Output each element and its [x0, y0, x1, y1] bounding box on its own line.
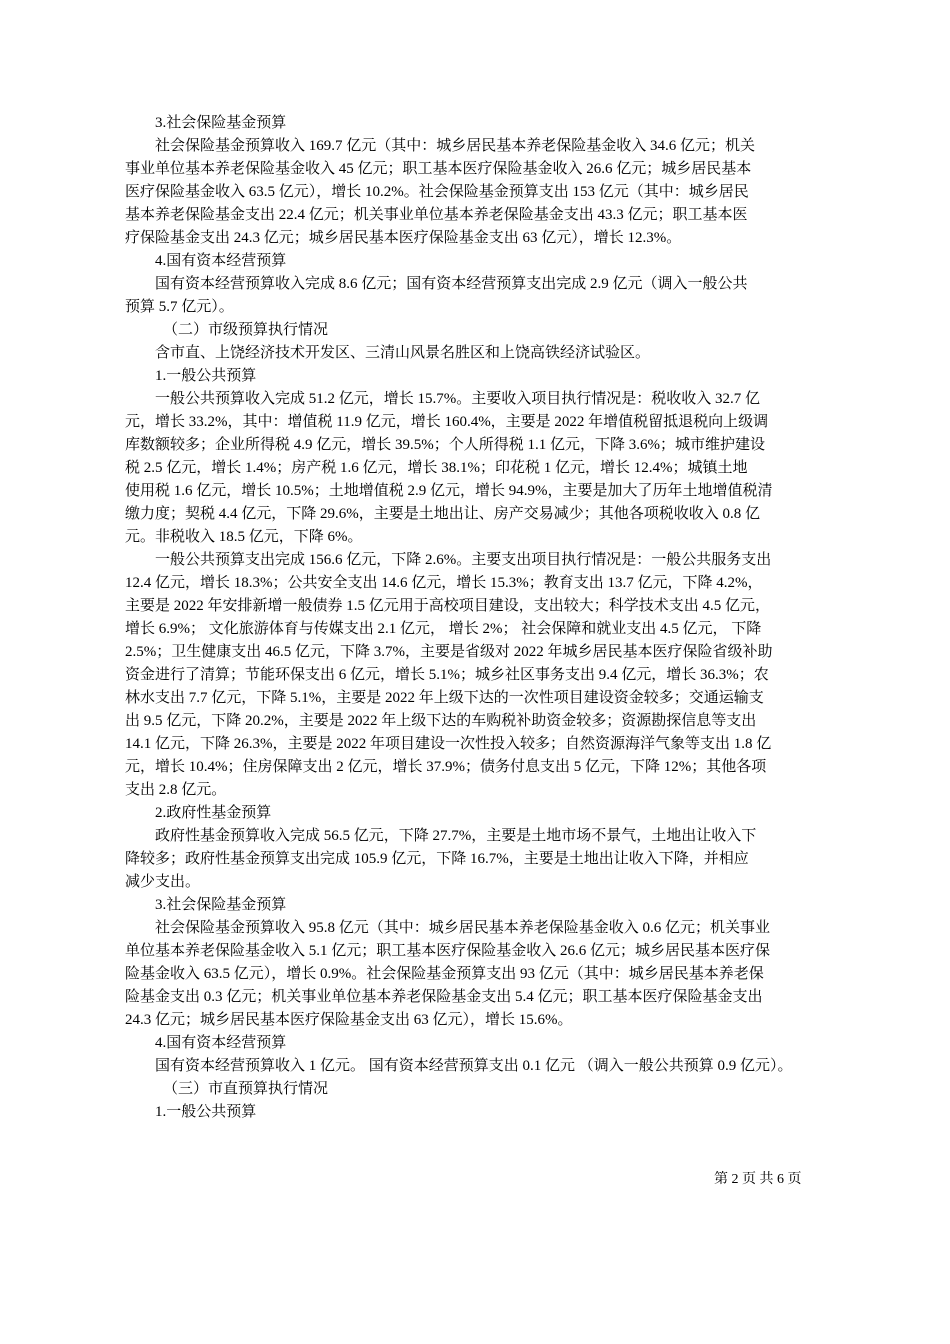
paragraph-line: 元，增长 33.2%，其中：增值税 11.9 亿元，增长 160.4%，主要是 2022 年增值税留抵退税向上级调: [125, 414, 769, 430]
paragraph-line: 减少支出。: [125, 874, 201, 890]
paragraph-line: 国有资本经营预算收入 1 亿元。 国有资本经营预算支出 0.1 亿元 （调入一般公共预算 0.9 亿元）。: [155, 1058, 793, 1074]
paragraph-line: 主要是 2022 年安排新增一般债券 1.5 亿元用于高校项目建设，支出较大；科学技术支出 4.5 亿元，: [125, 598, 771, 614]
heading-social-insurance: 3.社会保险基金预算: [155, 115, 287, 131]
paragraph-line: 元，增长 10.4%；住房保障支出 2 亿元，增长 37.9%；债务付息支出 5 亿元，下降 12%；其他各项: [125, 759, 767, 775]
paragraph-line: 含市直、上饶经济技术开发区、三清山风景名胜区和上饶高铁经济试验区。: [155, 345, 651, 361]
heading-general-budget: 1.一般公共预算: [155, 368, 257, 384]
paragraph-line: 缴力度；契税 4.4 亿元，下降 29.6%，主要是土地出让、房产交易减少；其他各项税收收入 0.8 亿: [125, 506, 760, 522]
paragraph-line: 税 2.5 亿元，增长 1.4%；房产税 1.6 亿元，增长 38.1%；印花税 1 亿元，增长 12.4%；城镇土地: [125, 460, 748, 476]
paragraph-line: 医疗保险基金收入 63.5 亿元），增长 10.2%。社会保险基金预算支出 153 亿元（其中：城乡居民: [125, 184, 749, 200]
paragraph-line: 险基金收入 63.5 亿元），增长 0.9%。社会保险基金预算支出 93 亿元（其中：城乡居民基本养老保: [125, 966, 764, 982]
paragraph-line: 出 9.5 亿元，下降 20.2%，主要是 2022 年上级下达的车购税补助资金较多；资源勘探信息等支出: [125, 713, 757, 729]
paragraph-line: 库数额较多；企业所得税 4.9 亿元，增长 39.5%；个人所得税 1.1 亿元，下降 3.6%；城市维护建设: [125, 437, 765, 453]
heading-general-budget-direct: 1.一般公共预算: [155, 1104, 257, 1120]
paragraph-line: 社会保险基金预算收入 95.8 亿元（其中：城乡居民基本养老保险基金收入 0.6 亿元；机关事业: [155, 920, 771, 936]
paragraph-line: 基本养老保险基金支出 22.4 亿元；机关事业单位基本养老保险基金支出 43.3 亿元；职工基本医: [125, 207, 748, 223]
heading-social-insurance-city: 3.社会保险基金预算: [155, 897, 287, 913]
paragraph-line: 元。非税收入 18.5 亿元，下降 6%。: [125, 529, 363, 545]
paragraph-line: 支出 2.8 亿元。: [125, 782, 227, 798]
paragraph-line: 2.5%；卫生健康支出 46.5 亿元，下降 3.7%，主要是省级对 2022 年城乡居民基本医疗保险省级补助: [125, 644, 773, 660]
paragraph-line: 一般公共预算收入完成 51.2 亿元，增长 15.7%。主要收入项目执行情况是：税收收入 32.7 亿: [155, 391, 760, 407]
paragraph-line: 12.4 亿元，增长 18.3%；公共安全支出 14.6 亿元，增长 15.3%；教育支出 13.7 亿元，下降 4.2%，: [125, 575, 763, 591]
paragraph-line: 使用税 1.6 亿元，增长 10.5%；土地增值税 2.9 亿元，增长 94.9%，主要是加大了历年土地增值税清: [125, 483, 773, 499]
paragraph-line: 资金进行了清算；节能环保支出 6 亿元，增长 5.1%；城乡社区事务支出 9.4 亿元，增长 36.3%；农: [125, 667, 769, 683]
paragraph-line: 单位基本养老保险基金收入 5.1 亿元；职工基本医疗保险基金收入 26.6 亿元；城乡居民基本医疗保: [125, 943, 771, 959]
paragraph-line: 24.3 亿元；城乡居民基本医疗保险基金支出 63 亿元），增长 15.6%。: [125, 1012, 573, 1028]
paragraph-line: 政府性基金预算收入完成 56.5 亿元，下降 27.7%，主要是土地市场不景气，土地出让收入下: [155, 828, 757, 844]
paragraph-line: 一般公共预算支出完成 156.6 亿元，下降 2.6%。主要支出项目执行情况是：一般公共服务支出: [155, 552, 772, 568]
paragraph-line: 预算 5.7 亿元）。: [125, 299, 234, 315]
heading-gov-fund: 2.政府性基金预算: [155, 805, 272, 821]
section-heading-city-level: （二）市级预算执行情况: [163, 322, 329, 338]
paragraph-line: 国有资本经营预算收入完成 8.6 亿元；国有资本经营预算支出完成 2.9 亿元（调入一般公共: [155, 276, 748, 292]
paragraph-line: 增长 6.9%； 文化旅游体育与传媒支出 2.1 亿元， 增长 2%； 社会保障和就业支出 4.5 亿元， 下降: [125, 621, 762, 637]
page-number-footer: 第 2 页 共 6 页: [714, 1172, 802, 1187]
paragraph-line: 降较多；政府性基金预算支出完成 105.9 亿元，下降 16.7%，主要是土地出让收入下降，并相应: [125, 851, 749, 867]
paragraph-line: 疗保险基金支出 24.3 亿元；城乡居民基本医疗保险基金支出 63 亿元），增长 12.3%。: [125, 230, 682, 246]
section-heading-city-direct: （三）市直预算执行情况: [163, 1081, 329, 1097]
paragraph-line: 林水支出 7.7 亿元，下降 5.1%，主要是 2022 年上级下达的一次性项目建设资金较多；交通运输支: [125, 690, 764, 706]
heading-state-capital: 4.国有资本经营预算: [155, 253, 287, 269]
paragraph-line: 事业单位基本养老保险基金收入 45 亿元；职工基本医疗保险基金收入 26.6 亿元；城乡居民基本: [125, 161, 752, 177]
paragraph-line: 险基金支出 0.3 亿元；机关事业单位基本养老保险基金支出 5.4 亿元；职工基本医疗保险基金支出: [125, 989, 763, 1005]
heading-state-capital-city: 4.国有资本经营预算: [155, 1035, 287, 1051]
paragraph-line: 14.1 亿元，下降 26.3%，主要是 2022 年项目建设一次性投入较多；自然资源海洋气象等支出 1.8 亿: [125, 736, 772, 752]
paragraph-line: 社会保险基金预算收入 169.7 亿元（其中：城乡居民基本养老保险基金收入 34.6 亿元；机关: [155, 138, 756, 154]
